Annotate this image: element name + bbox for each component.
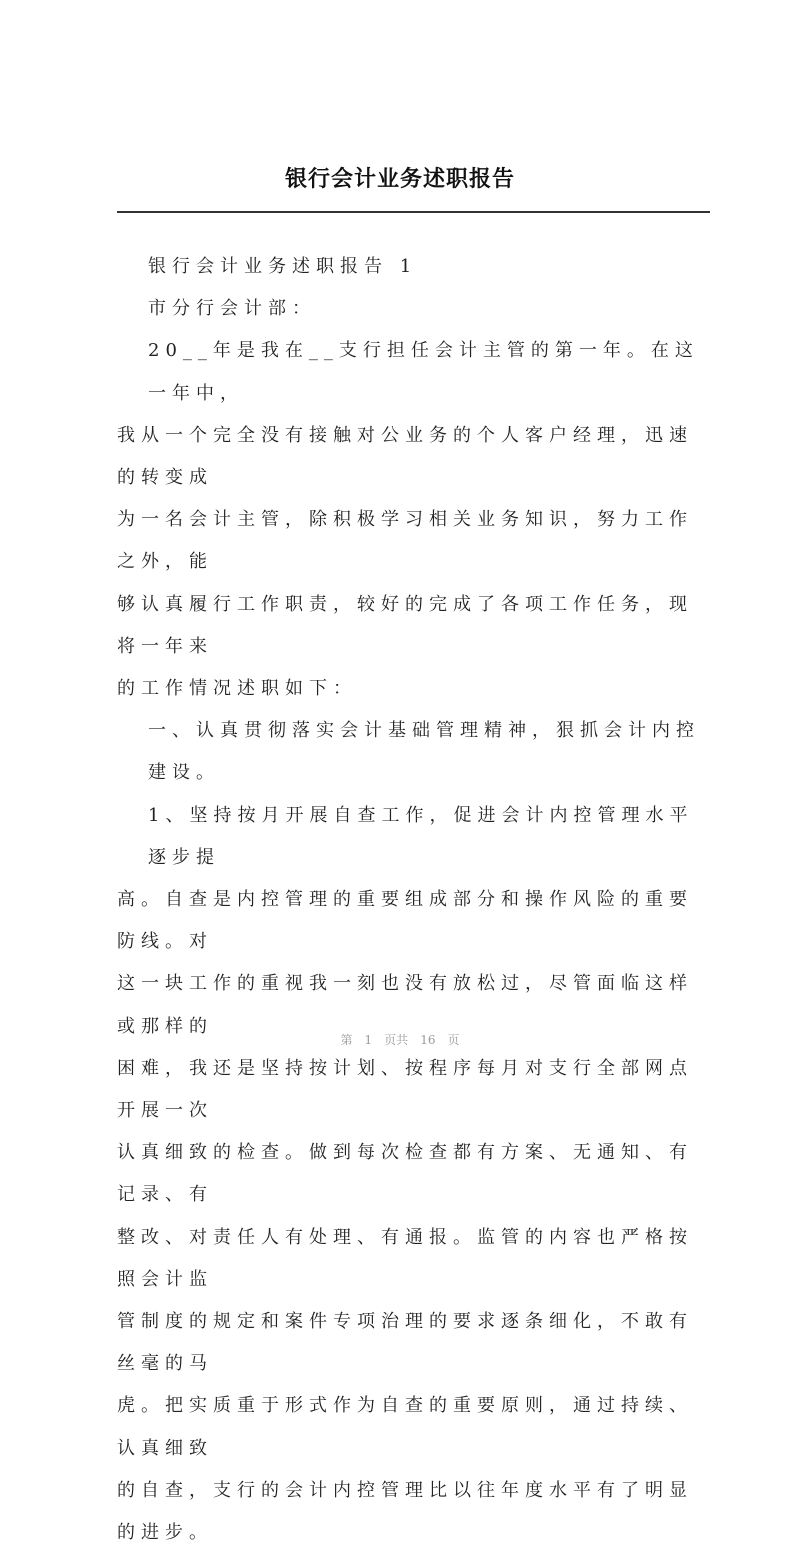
footer-prefix: 第 [340,1033,353,1047]
text-line: 1、坚持按月开展自查工作，促进会计内控管理水平逐步提 [148,804,694,868]
text-line: 我从一个完全没有接触对公业务的个人客户经理，迅速的转变成 [117,424,693,489]
text-line: 虎。把实质重于形式作为自查的重要原则，通过持续、认真细致 [117,1395,693,1459]
text-line: 20__年是我在__支行担任会计主管的第一年。在这一年中， [148,340,699,404]
text-line: 认真细致的检查。做到每次检查都有方案、无通知、有记录、有 [117,1142,693,1206]
text-line: 的自查，支行的会计内控管理比以往年度水平有了明显的进步。 [117,1479,693,1544]
text-line: 高。自查是内控管理的重要组成部分和操作风险的重要防线。对 [117,889,693,953]
text-line: 的工作情况述职如下： [117,678,357,700]
text-line: 够认真履行工作职责，较好的完成了各项工作任务，现将一年来 [117,593,693,657]
document-body [117,246,710,1554]
text-line: 整改、对责任人有处理、有通报。监管的内容也严格按照会计监 [117,1226,693,1290]
text-line: 这一块工作的重视我一刻也没有放松过，尽管面临这样或那样的 [117,973,693,1037]
page-footer [0,1031,800,1048]
text-line: 为一名会计主管，除积极学习相关业务知识，努力工作之外，能 [117,509,693,573]
text-line: 管制度的规定和案件专项治理的要求逐条细化，不敢有丝毫的马 [117,1311,693,1375]
document-title: 银行会计业务述职报告 [284,167,515,192]
text-line: 银行会计业务述职报告 1 [148,256,418,277]
text-line: 困难，我还是坚持按计划、按程序每月对支行全部网点开展一次 [117,1057,693,1122]
footer-suffix: 页 [447,1033,460,1047]
footer-mid: 页共 [384,1033,409,1047]
text-line: 一、认真贯彻落实会计基础管理精神，狠抓会计内控建设。 [148,720,700,784]
title-divider [117,211,710,213]
total-pages: 16 [420,1033,436,1047]
current-page: 1 [364,1033,373,1047]
text-line: 市分行会计部： [148,298,316,320]
